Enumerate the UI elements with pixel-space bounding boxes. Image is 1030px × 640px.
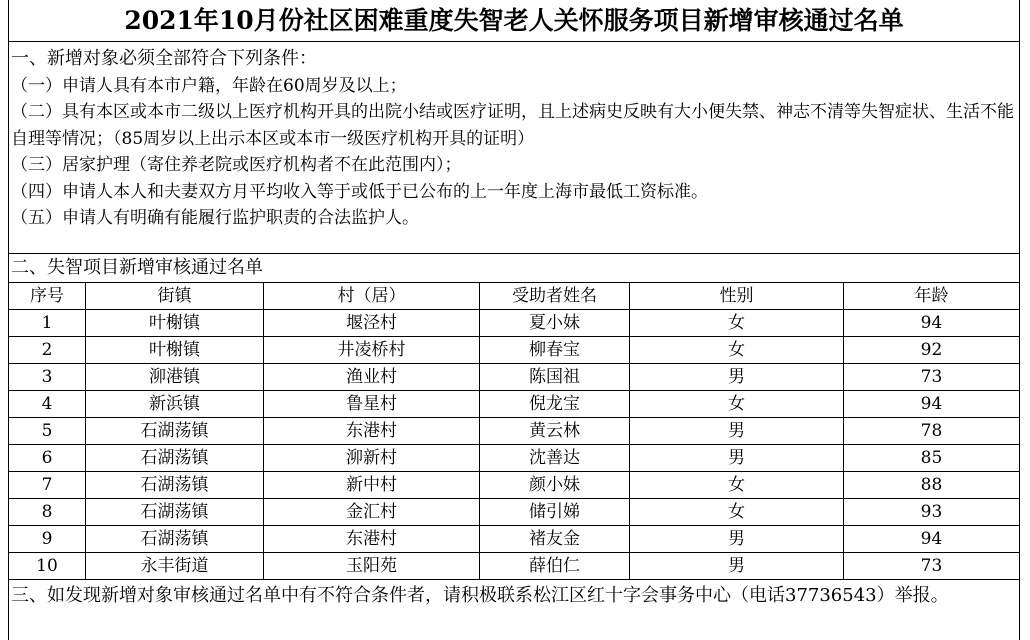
table-row	[9, 445, 1020, 472]
cell-age[interactable]: 93	[844, 499, 1020, 526]
condition-item: （三）居家护理（寄住养老院或医疗机构者不在此范围内）；	[11, 155, 462, 175]
table-row	[9, 526, 1020, 553]
cell-name[interactable]: 柳春宝	[480, 337, 630, 364]
cell-index[interactable]: 4	[9, 391, 86, 418]
cell-name[interactable]: 黄云林	[480, 418, 630, 445]
approved-list-table	[8, 282, 1020, 580]
cell-age[interactable]: 85	[844, 445, 1020, 472]
list-heading: 二、失智项目新增审核通过名单	[8, 254, 1020, 282]
cell-name[interactable]: 倪龙宝	[480, 391, 630, 418]
cell-village[interactable]: 井凌桥村	[264, 337, 480, 364]
cell-index[interactable]: 8	[9, 499, 86, 526]
cell-town[interactable]: 新浜镇	[86, 391, 264, 418]
cell-village[interactable]: 东港村	[264, 526, 480, 553]
cell-age[interactable]: 88	[844, 472, 1020, 499]
cell-gender[interactable]: 男	[630, 364, 844, 391]
table-row	[9, 364, 1020, 391]
conditions-heading: 一、新增对象必须全部符合下列条件：	[11, 48, 317, 69]
cell-name[interactable]: 沈善达	[480, 445, 630, 472]
cell-gender[interactable]: 男	[630, 526, 844, 553]
cell-name[interactable]: 夏小妹	[480, 310, 630, 337]
cell-town[interactable]: 泖港镇	[86, 364, 264, 391]
conditions-section	[8, 42, 1020, 254]
cell-age[interactable]: 73	[844, 364, 1020, 391]
cell-name[interactable]: 陈国祖	[480, 364, 630, 391]
document-title: 2021年10月份社区困难重度失智老人关怀服务项目新增审核通过名单	[8, 0, 1020, 42]
cell-town[interactable]: 石湖荡镇	[86, 499, 264, 526]
cell-name[interactable]: 颜小妹	[480, 472, 630, 499]
cell-index[interactable]: 9	[9, 526, 86, 553]
cell-name[interactable]: 薛伯仁	[480, 553, 630, 580]
cell-town[interactable]: 石湖荡镇	[86, 472, 264, 499]
cell-name[interactable]: 储引娣	[480, 499, 630, 526]
cell-town[interactable]: 石湖荡镇	[86, 445, 264, 472]
cell-town[interactable]: 叶榭镇	[86, 337, 264, 364]
footer-note: 三、如发现新增对象审核通过名单中有不符合条件者，请积极联系松江区红十字会事务中心（电话37736543）举报。	[8, 578, 1020, 640]
cell-village[interactable]: 鲁星村	[264, 391, 480, 418]
column-header-town: 街镇	[86, 283, 264, 310]
cell-age[interactable]: 92	[844, 337, 1020, 364]
table-row	[9, 310, 1020, 337]
table-row	[9, 553, 1020, 580]
table-header-row	[9, 283, 1020, 310]
cell-age[interactable]: 94	[844, 391, 1020, 418]
table-row	[9, 418, 1020, 445]
cell-index[interactable]: 10	[9, 553, 86, 580]
cell-gender[interactable]: 男	[630, 418, 844, 445]
column-header-village: 村（居）	[264, 283, 480, 310]
cell-gender[interactable]: 女	[630, 499, 844, 526]
cell-town[interactable]: 石湖荡镇	[86, 418, 264, 445]
cell-gender[interactable]: 女	[630, 337, 844, 364]
cell-name[interactable]: 褚友金	[480, 526, 630, 553]
cell-index[interactable]: 6	[9, 445, 86, 472]
cell-gender[interactable]: 男	[630, 445, 844, 472]
condition-item: （一）申请人具有本市户籍，年龄在60周岁及以上；	[11, 75, 407, 96]
cell-age[interactable]: 94	[844, 310, 1020, 337]
cell-village[interactable]: 金汇村	[264, 499, 480, 526]
cell-index[interactable]: 1	[9, 310, 86, 337]
cell-age[interactable]: 78	[844, 418, 1020, 445]
cell-village[interactable]: 玉阳苑	[264, 553, 480, 580]
table-row	[9, 499, 1020, 526]
cell-index[interactable]: 7	[9, 472, 86, 499]
column-header-index: 序号	[9, 283, 86, 310]
cell-index[interactable]: 3	[9, 364, 86, 391]
cell-town[interactable]: 石湖荡镇	[86, 526, 264, 553]
cell-gender[interactable]: 女	[630, 310, 844, 337]
cell-index[interactable]: 2	[9, 337, 86, 364]
column-header-age: 年龄	[844, 283, 1020, 310]
condition-item: （四）申请人本人和夫妻双方月平均收入等于或低于已公布的上一年度上海市最低工资标准。	[11, 181, 708, 202]
table-row	[9, 472, 1020, 499]
cell-village[interactable]: 堰泾村	[264, 310, 480, 337]
cell-age[interactable]: 73	[844, 553, 1020, 580]
cell-town[interactable]: 叶榭镇	[86, 310, 264, 337]
cell-gender[interactable]: 女	[630, 472, 844, 499]
table-row	[9, 337, 1020, 364]
column-header-gender: 性别	[630, 283, 844, 310]
cell-village[interactable]: 新中村	[264, 472, 480, 499]
cell-village[interactable]: 泖新村	[264, 445, 480, 472]
cell-gender[interactable]: 女	[630, 391, 844, 418]
cell-age[interactable]: 94	[844, 526, 1020, 553]
condition-item: （二）具有本区或本市二级以上医疗机构开具的出院小结或医疗证明，且上述病史反映有大小便失禁、神志不清等失智症状、生活不能自理等情况；（85周岁以上出示本区或本市一级医疗机构开具的证明）	[11, 102, 1014, 149]
column-header-name: 受助者姓名	[480, 283, 630, 310]
cell-index[interactable]: 5	[9, 418, 86, 445]
condition-item: （五）申请人有明确有能履行监护职责的合法监护人。	[11, 208, 419, 228]
cell-gender[interactable]: 男	[630, 553, 844, 580]
table-row	[9, 391, 1020, 418]
cell-town[interactable]: 永丰街道	[86, 553, 264, 580]
cell-village[interactable]: 渔业村	[264, 364, 480, 391]
cell-village[interactable]: 东港村	[264, 418, 480, 445]
